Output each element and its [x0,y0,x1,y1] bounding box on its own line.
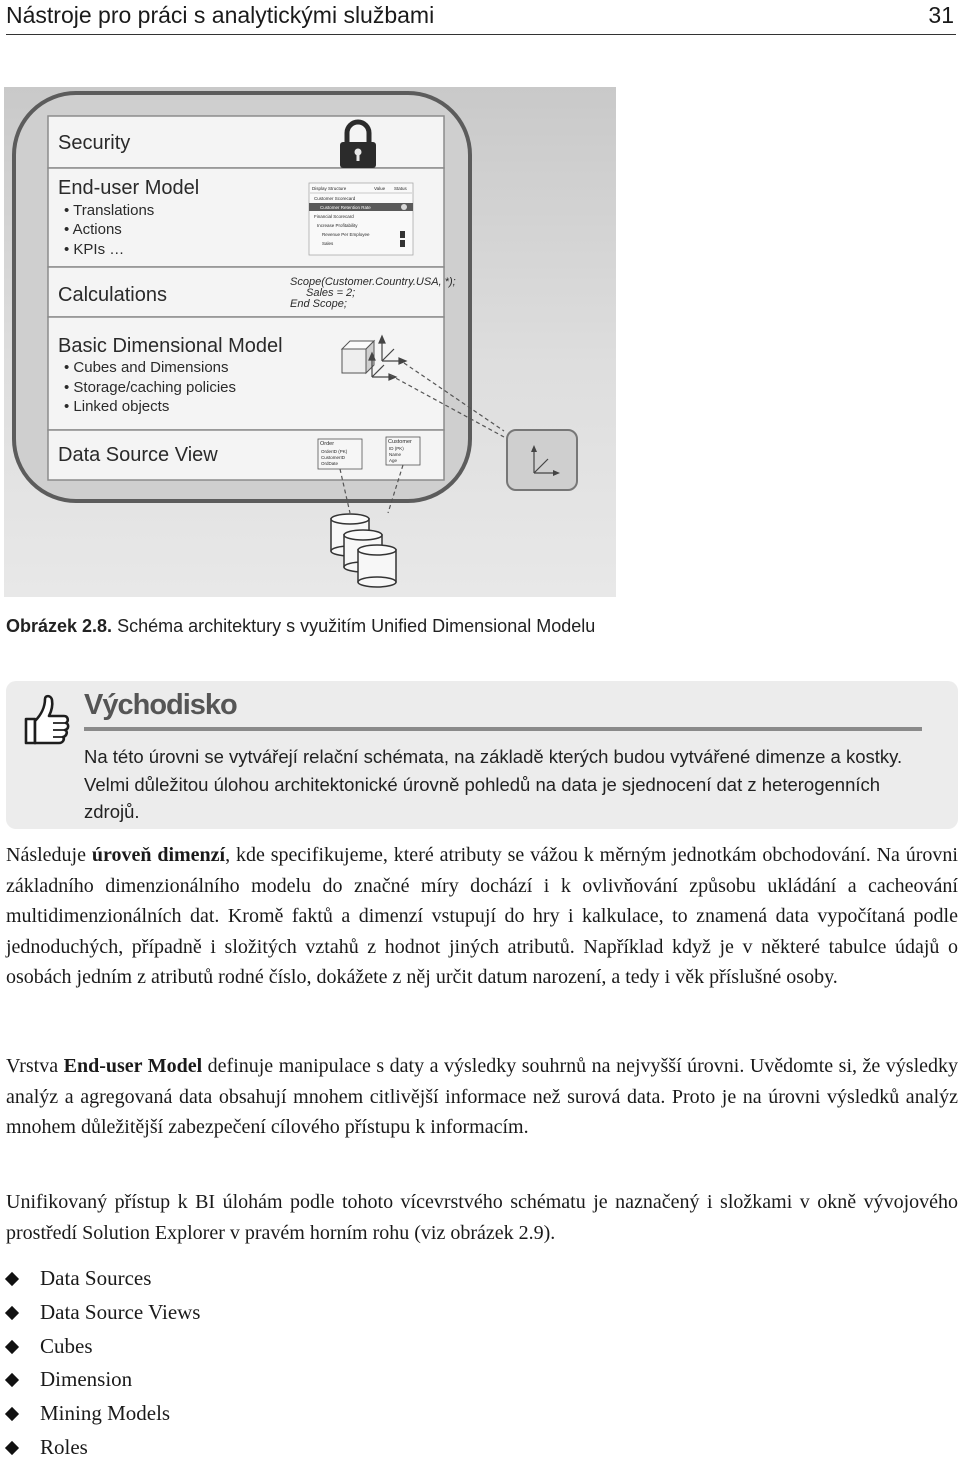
layer-item: • Linked objects [64,398,170,415]
list-item [6,1296,200,1330]
diamond-bullet-icon [5,1373,19,1387]
dsv-field: Name [389,452,402,457]
kpi-row: Sales [322,241,334,246]
dsv-table-title: Customer [388,439,412,445]
text-run: Následuje [6,844,92,866]
kpi-row: Customer Retention Rate [320,205,371,210]
emphasis: úroveň dimenzí [91,844,226,866]
dsv-field: OrderID (PK) [321,449,348,454]
architecture-diagram [4,87,616,597]
emphasis: End-user Model [63,1055,203,1077]
dsv-table-customer [386,437,420,465]
list-item-text: Cubes [40,1333,93,1358]
kpi-header: Value [374,186,386,191]
kpi-header: Status [394,186,407,191]
dsv-table-title: Order [320,441,335,447]
diamond-bullet-icon [5,1441,19,1455]
dsv-field: OrdDate [321,461,339,466]
dsv-field: CustomerID [321,455,346,460]
callout-text: Na této úrovni se vytvářejí relační schémata, na základě kterých budou vytvářené dimenze a kostky. Velmi důležitou úlohou architektonické úrovně pohledů na data je sjednocení dat z heterogenních zdrojů. [84,746,903,822]
list-item-text: Mining Models [40,1401,171,1426]
diamond-bullet-icon [5,1306,19,1320]
layer-title-basic-dimensional-model: Basic Dimensional Model [58,335,283,357]
kpi-row: Financial Scorecard [314,214,354,219]
list-item [6,1262,200,1296]
mdx-line: Sales = 2; [306,287,356,299]
list-item-text: Data Source Views [40,1299,201,1324]
callout-heading: Východisko [84,689,237,721]
list-item [6,1397,200,1431]
layer-item: • Cubes and Dimensions [64,359,229,376]
paragraph: Unifikovaný přístup k BI úlohám podle tohoto vícevrstvého schématu je naznačený i složkami v okně vývojového prostředí Solution Explorer v pravém horním rohu (viz obrázek 2.9). [6,1191,958,1244]
cube-icon [342,341,374,373]
caption-label: Obrázek 2.8. [6,616,113,636]
mdx-line: Scope(Customer.Country.USA, *); [290,276,456,288]
list-item [6,1330,200,1364]
list-item-text: Data Sources [40,1266,152,1290]
kpi-scorecard-thumbnail [309,183,413,255]
layer-item: • Storage/caching policies [64,379,237,396]
callout-rule [84,727,922,731]
caption-text: Schéma architektury s využitím Unified Dimensional Modelu [112,616,596,636]
layer-item: • Translations [64,202,155,219]
running-head [6,0,956,35]
external-cube-box [507,430,577,490]
page-number: 31 [928,2,954,28]
kpi-row: Customer Scorecard [314,196,356,201]
kpi-header: Display Structure [312,186,347,191]
architecture-figure [4,87,616,597]
list-item [6,1431,200,1465]
layer-title-security: Security [58,132,131,154]
mdx-line: End Scope; [290,298,347,310]
dsv-field: Age [389,458,398,463]
dsv-field: ID (PK) [389,446,404,451]
diamond-bullet-icon [5,1340,19,1354]
bullet-list [6,1262,200,1465]
layer-title-calculations: Calculations [58,284,167,306]
diamond-bullet-icon [5,1407,19,1421]
layer-item: • Actions [64,221,122,238]
list-item-text: Dimension [40,1367,133,1392]
text-run: , kde specifikujeme, které atributy se vážou k měrným jednotkám obchodování. Na úrovni základního dimenzionálního modelu do značné míry dochází i k ovlivňování způsobu ukládání a cacheování multidimenzionálních dat. Kromě faktů a dimenzí vstupují do hry i kalkulace, to znamená data vypočítaná podle jednoduchých, případně i složitých vztahů z hodnot jiných atributů. Například když je v některé tabulce údajů o osobách jedním z atributů rodné číslo, dokážete z něj určit datum narození, a tedy i věk příslušné osoby. [6,844,958,988]
layer-title-end-user-model: End-user Model [58,177,200,199]
layer-title-data-source-view: Data Source View [58,444,218,466]
callout-box [6,681,958,829]
paragraph [6,1051,958,1143]
paragraph [6,840,958,993]
chapter-title: Nástroje pro práci s analytickými službami [6,2,435,28]
layer-item: • KPIs … [64,241,125,258]
kpi-row: Revenue Per Employee [322,232,370,237]
dsv-table-order [318,439,362,469]
database-icon [358,545,396,587]
figure-caption [6,616,595,637]
diamond-bullet-icon [5,1272,19,1286]
text-run: definuje manipulace s daty a výsledky souhrnů na nejvyšší úrovni. Uvědomte si, že výsledky analýz a agregovaná data obsahují mnohem citlivější informace než surová data. Proto je na úrovni výsledků analýz mnohem důležitější zabezpečení cílového přístupu k informacím. [6,1055,959,1138]
list-item-text: Roles [40,1434,88,1459]
list-item [6,1363,200,1397]
text-run: Vrstva [6,1055,64,1077]
kpi-row: Increase Profitability [317,223,358,228]
thumbs-up-icon [22,693,72,747]
